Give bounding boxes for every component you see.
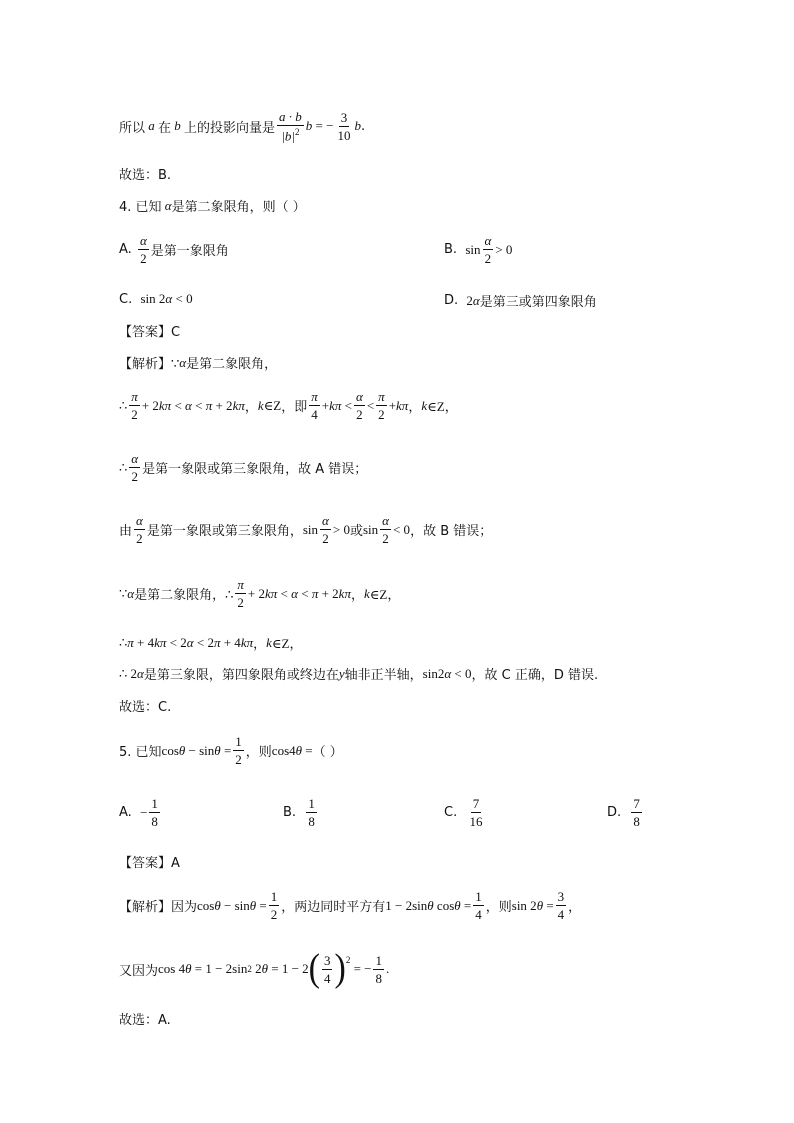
q5-analysis-line1: 【解析】因为 cos θ − sin θ = $\frac{1}{2}$ ，两边同时平方有 1 − 2sin θ cos θ = $\frac{1}{4}$ ，则 sin 2 θ = $\frac{3}{4}$ ， bbox=[119, 889, 582, 922]
text: 是第三象限，第四象限角或终边在 bbox=[143, 668, 339, 683]
q5-stem: 5. 已知 cos θ − sin θ = $\frac{1}{2}$ ，则 cos4 θ = （ ） bbox=[119, 734, 343, 767]
q4-option-b: B. sin $\frac{\alpha}{2}$ > 0 bbox=[444, 233, 513, 266]
option-label: C. bbox=[444, 805, 458, 820]
q5-answer bbox=[119, 852, 180, 871]
text: 故选：B. bbox=[119, 168, 172, 183]
choose-line bbox=[119, 164, 171, 183]
text: ，故 C 正确，D 错误. bbox=[471, 668, 599, 683]
text: ，故 B 错误； bbox=[410, 524, 493, 539]
text: 是第一象限或第三象限角，故 A 错误； bbox=[142, 462, 368, 477]
vector-b: b bbox=[171, 118, 185, 134]
text: . bbox=[360, 118, 366, 134]
text: 故选：C. bbox=[119, 700, 172, 715]
option-label: C. bbox=[119, 291, 133, 307]
text: 是第二象限角， bbox=[186, 357, 278, 372]
text: 由 bbox=[119, 524, 133, 539]
vector-a: a bbox=[145, 118, 159, 134]
q5-option-b: B. $\frac{1}{8}$ bbox=[283, 796, 315, 829]
text: 轴非正半轴， bbox=[344, 668, 423, 683]
text: 故选：A. bbox=[119, 1013, 171, 1028]
option-label: B. bbox=[283, 805, 297, 820]
text: 5. 已知 bbox=[119, 745, 162, 760]
q5-option-a: A. − $\frac{1}{8}$ bbox=[119, 796, 158, 829]
text: 【答案】C bbox=[119, 325, 181, 340]
choose-line bbox=[119, 1009, 171, 1028]
text: 【解析】∵ bbox=[119, 357, 180, 372]
q5-analysis-line2: 又因为 cos 4 θ = 1 − 2sin 2 2 θ = 1 − 2 ( $\frac{3}{4}$ ) 2 = − $\frac{1}{8}$ . bbox=[119, 947, 390, 990]
text: ，两边同时平方有 bbox=[281, 900, 386, 915]
q4-option-d: D. 2 α 是第三或第四象限角 bbox=[444, 292, 597, 310]
text: 在 bbox=[158, 120, 172, 136]
text: 上的投影向量是 bbox=[184, 120, 276, 136]
q4-stem: 4. 已知 α 是第二象限角，则（ ） bbox=[119, 197, 306, 215]
q5-option-c: C. $\frac{7}{16}$ bbox=[444, 796, 483, 829]
text: （ ） bbox=[312, 745, 343, 760]
text: ，即 bbox=[281, 400, 308, 415]
option-label: A. bbox=[119, 805, 132, 820]
text: 是第二象限角，∴ bbox=[134, 588, 234, 603]
q4-analysis-line1: ∴ $\frac{\pi}{2}$ + 2 kπ < α < π + 2 kπ ， k ∈Z ，即 $\frac{\pi}{4}$ + kπ < $\frac{\alpha}{2}$ < $\frac{\pi}{2}$ + kπ ， k ∈Z， bbox=[119, 389, 458, 422]
text: ， bbox=[568, 900, 582, 915]
text: 或 bbox=[349, 524, 363, 539]
choose-line bbox=[119, 696, 171, 715]
q4-analysis-line5: ∴ π + 4 kπ < 2 α < 2 π + 4 kπ ， k ∈Z， bbox=[119, 634, 303, 651]
q4-analysis-line3: 由 $\frac{\alpha}{2}$ 是第一象限或第三象限角， sin $\frac{\alpha}{2}$ > 0 或 sin $\frac{\alpha}{2}$ < 0 ，故 B 错误； bbox=[119, 513, 493, 546]
q4-analysis-head: 【解析】∵ α 是第二象限角， bbox=[119, 354, 278, 372]
text: 【解析】因为 bbox=[119, 900, 198, 915]
q4-analysis-line2: ∴ $\frac{\alpha}{2}$ 是第一象限或第三象限角，故 A 错误； bbox=[119, 451, 368, 484]
projection-line: 所以 a 在 b 上的投影向量是 $\frac{a \cdot b}{|b|^2}$ b = − $\frac{3}{10}$ b . bbox=[119, 109, 366, 144]
text: 4. 已知 bbox=[119, 200, 162, 215]
fraction: $\frac{a \cdot b}{|b|^2}$ bbox=[279, 109, 302, 144]
text: 是第一象限或第三象限角， bbox=[146, 524, 303, 539]
text: 所以 bbox=[119, 120, 146, 136]
option-label: B. bbox=[444, 242, 458, 257]
option-label: A. bbox=[119, 242, 132, 257]
q4-analysis-line4: ∵ α 是第二象限角，∴ $\frac{\pi}{2}$ + 2 kπ < α < π + 2 kπ ， k ∈Z， bbox=[119, 577, 401, 610]
text: 是第一象限角 bbox=[150, 244, 229, 259]
q4-option-c: C. sin 2 α < 0 bbox=[119, 291, 193, 307]
text: 又因为 bbox=[119, 963, 159, 979]
option-label: D. bbox=[607, 805, 622, 820]
text: ，则 bbox=[245, 745, 272, 760]
text: ，则 bbox=[485, 900, 512, 915]
fraction: $\frac{3}{10}$ bbox=[337, 109, 351, 143]
text: 是第二象限角，则（ ） bbox=[171, 200, 306, 215]
q4-answer bbox=[119, 321, 180, 340]
text: 是第三或第四象限角 bbox=[479, 295, 597, 310]
q5-option-d: D. $\frac{7}{8}$ bbox=[607, 796, 640, 829]
text: 【答案】A bbox=[119, 856, 180, 871]
option-label: D. bbox=[444, 293, 459, 308]
q4-option-a: A. $\frac{\alpha}{2}$ 是第一象限角 bbox=[119, 233, 229, 266]
q4-analysis-line6: ∴ 2 α 是第三象限，第四象限角或终边在 y 轴非正半轴， sin2 α < 0 ，故 C 正确，D 错误. bbox=[119, 665, 599, 683]
